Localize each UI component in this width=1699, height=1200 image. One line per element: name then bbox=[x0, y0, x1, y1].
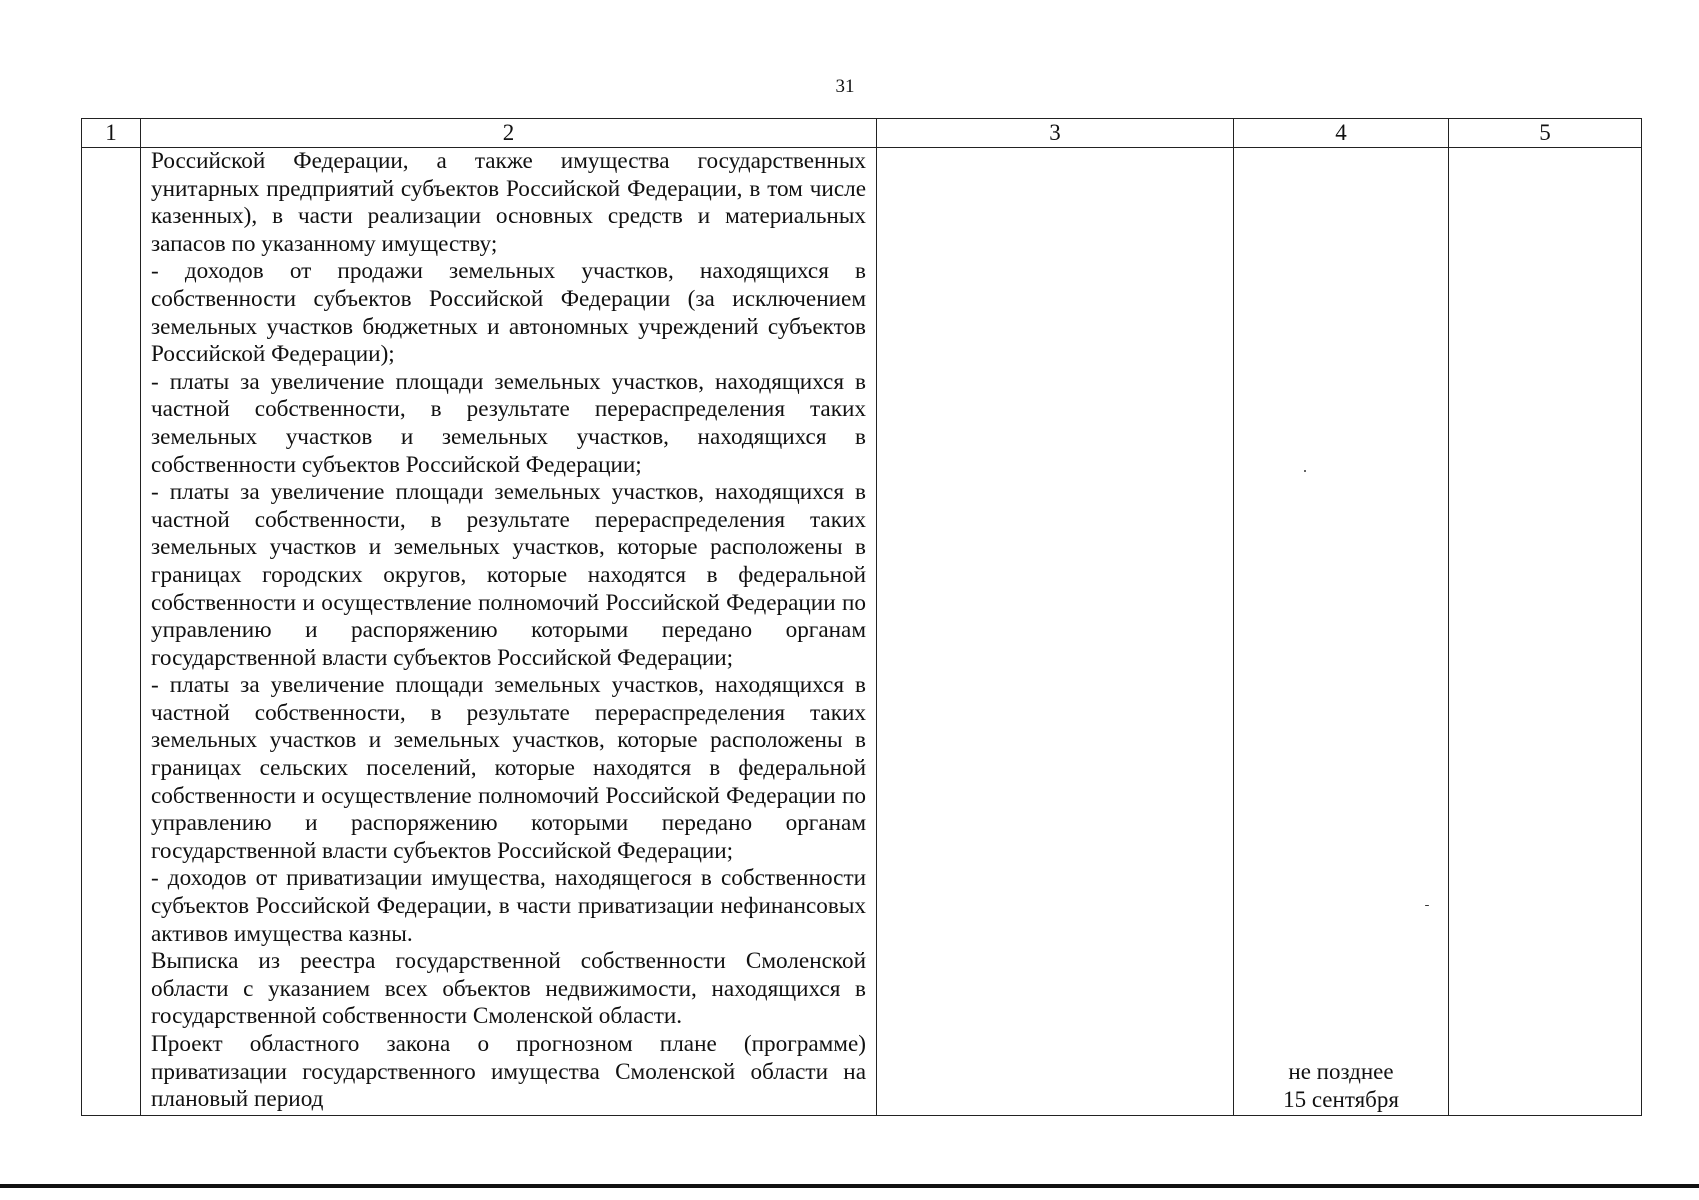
paragraph: Выписка из реестра государственной собственности Смоленской области с указанием всех объектов недвижимости, находящихся в государственной собственности Смоленской области. bbox=[151, 948, 866, 1030]
deadline-line-2: 15 сентября bbox=[1283, 1086, 1399, 1112]
document-table bbox=[81, 118, 1642, 1116]
cell-col-1 bbox=[82, 148, 141, 1116]
cell-col-2-text bbox=[141, 148, 876, 1114]
paragraph: Проект областного закона о прогнозном плане (программе) приватизации государственного имущества Смоленской области на плановый период bbox=[151, 1031, 866, 1113]
paragraph: Российской Федерации, а также имущества государственных унитарных предприятий субъектов Российской Федерации, в том числе казенных), в части реализации основных средств и материальных запасов по указанному имуществу; bbox=[151, 148, 866, 257]
table-row bbox=[82, 148, 1642, 1116]
paragraph: - платы за увеличение площади земельных участков, находящихся в частной собственности, в результате перераспределения таких земельных участков и земельных участков, находящихся в собственности субъектов Российской Федерации; bbox=[151, 368, 866, 478]
header-col-3: 3 bbox=[877, 119, 1234, 148]
header-col-1: 1 bbox=[82, 119, 141, 148]
page-number: 31 bbox=[835, 76, 855, 97]
scan-speck bbox=[1304, 470, 1306, 472]
header-col-5: 5 bbox=[1449, 119, 1642, 148]
cell-col-3 bbox=[877, 148, 1234, 1116]
table-header-row bbox=[82, 119, 1642, 148]
deadline-line-1: не позднее bbox=[1288, 1059, 1394, 1084]
paragraph: - доходов от продажи земельных участков, находящихся в собственности субъектов Российской Федерации (за исключением земельных участков бюджетных и автономных учреждений субъектов Российской Федерации); bbox=[151, 258, 866, 368]
scan-speck bbox=[1425, 905, 1429, 906]
deadline bbox=[1234, 1058, 1448, 1113]
paragraph: - доходов от приватизации имущества, находящегося в собственности субъектов Российской Федерации, в части приватизации нефинансовых активов имущества казны. bbox=[151, 865, 866, 947]
header-col-4: 4 bbox=[1234, 119, 1449, 148]
cell-col-2 bbox=[141, 148, 877, 1116]
cell-col-4 bbox=[1234, 148, 1449, 1116]
cell-col-5 bbox=[1449, 148, 1642, 1116]
paragraph: - платы за увеличение площади земельных участков, находящихся в частной собственности, в результате перераспределения таких земельных участков и земельных участков, которые расположены в границах сельских поселений, которые находятся в федеральной собственности и осуществление полномочий Российской Федерации по управлению и распоряжению которыми передано органам государственной власти субъектов Российской Федерации; bbox=[151, 672, 866, 864]
header-col-2: 2 bbox=[141, 119, 877, 148]
paragraph: - платы за увеличение площади земельных участков, находящихся в частной собственности, в результате перераспределения таких земельных участков и земельных участков, которые расположены в границах городских округов, которые находятся в федеральной собственности и осуществление полномочий Российской Федерации по управлению и распоряжению которыми передано органам государственной власти субъектов Российской Федерации; bbox=[151, 479, 866, 671]
bottom-rule bbox=[0, 1184, 1699, 1188]
